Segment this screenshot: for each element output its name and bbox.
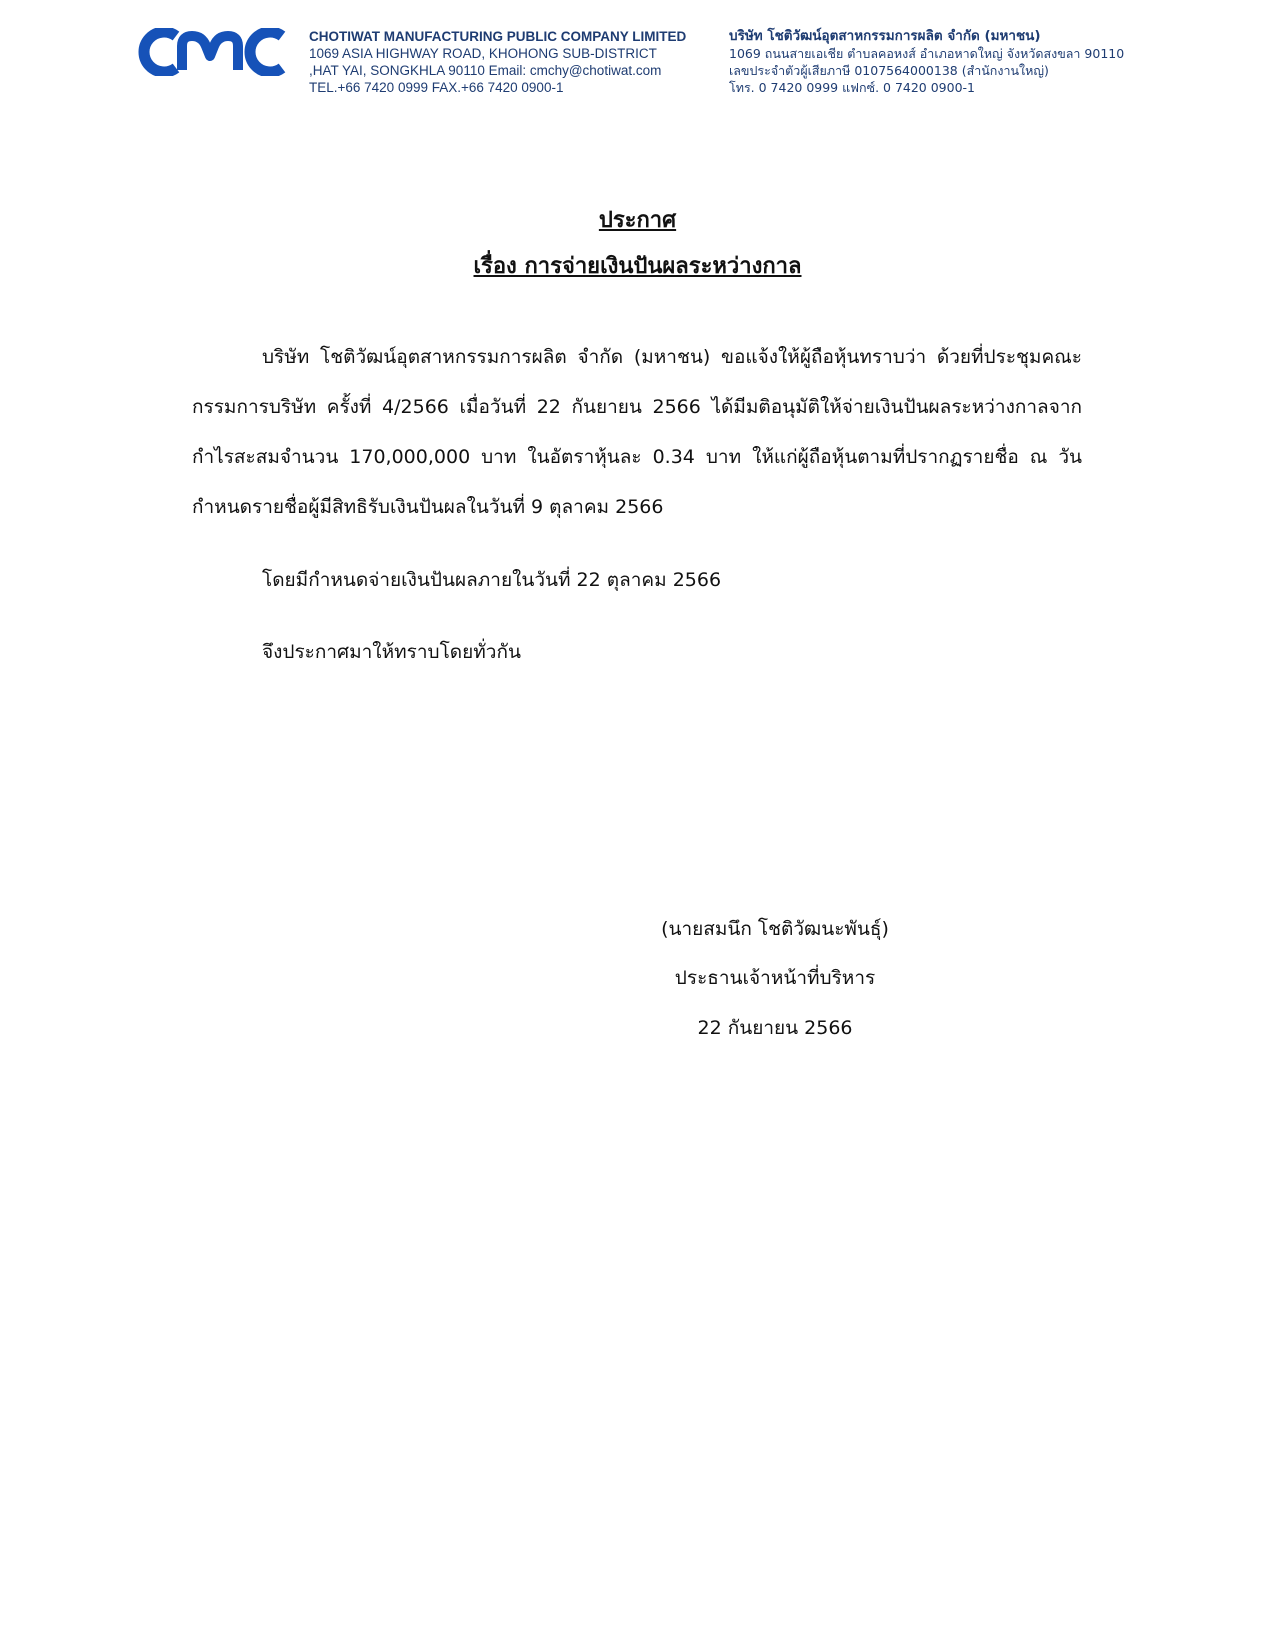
closing-paragraph: จึงประกาศมาให้ทราบโดยทั่วกัน: [262, 641, 521, 663]
company-name-th: บริษัท โชติวัฒน์อุตสาหกรรมการผลิต จำกัด (มหาชน): [729, 28, 1041, 44]
cmc-logo-icon: [136, 28, 286, 76]
document-subject: เรื่อง การจ่ายเงินปันผลระหว่างกาล: [473, 254, 802, 279]
payment-date-paragraph: โดยมีกำหนดจ่ายเงินปันผลภายในวันที่ 22 ตุลาคม 2566: [262, 569, 722, 591]
paragraph1-text: บริษัท โชติวัฒน์อุตสาหกรรมการผลิต จำกัด (มหาชน) ขอแจ้งให้ผู้ถือหุ้นทราบว่า ด้วยที่ประชุมคณะกรรมการบริษัท ครั้งที่ 4/2566 เมื่อวันที่ 22 กันยายน 2566 ได้มีมติอนุมัติให้จ่ายเงินปันผลระหว่างกาลจากกำไรสะสมจำนวน 170,000,000 บาท ในอัตราหุ้นละ 0.34 บาท ให้แก่ผู้ถือหุ้นตามที่ปรากฏรายชื่อ ณ วันกำหนดรายชื่อผู้มีสิทธิรับเงินปันผลในวันที่ 9 ตุลาคม 2566: [192, 346, 1082, 518]
address-th: 1069 ถนนสายเอเชีย ตำบลคอหงส์ อำเภอหาดใหญ่ จังหวัดสงขลา 90110: [729, 46, 1125, 61]
document-title: ประกาศ: [598, 208, 677, 233]
address-line1-en: 1069 ASIA HIGHWAY ROAD, KHOHONG SUB-DISTRICT: [309, 46, 657, 61]
signatory-name: (นายสมนึก โชติวัฒนะพันธุ์): [661, 918, 889, 940]
header-english-block: [309, 28, 687, 96]
address-line2-en: ,HAT YAI, SONGKHLA 90110 Email: cmchy@chotiwat.com: [309, 63, 662, 78]
signatory-position: ประธานเจ้าหน้าที่บริหาร: [674, 967, 876, 989]
company-logo: [136, 28, 286, 76]
header-thai-block: [729, 28, 1149, 96]
tax-id-th: เลขประจำตัวผู้เสียภาษี 0107564000138 (สำนักงานใหญ่): [729, 63, 1049, 78]
company-name-en: CHOTIWAT MANUFACTURING PUBLIC COMPANY LIMITED: [309, 29, 687, 44]
signature-date: 22 กันยายน 2566: [697, 1017, 853, 1039]
announcement-paragraph: [192, 332, 1082, 532]
contact-en: TEL.+66 7420 0999 FAX.+66 7420 0900-1: [309, 80, 564, 95]
contact-th: โทร. 0 7420 0999 แฟกซ์. 0 7420 0900-1: [729, 80, 976, 95]
